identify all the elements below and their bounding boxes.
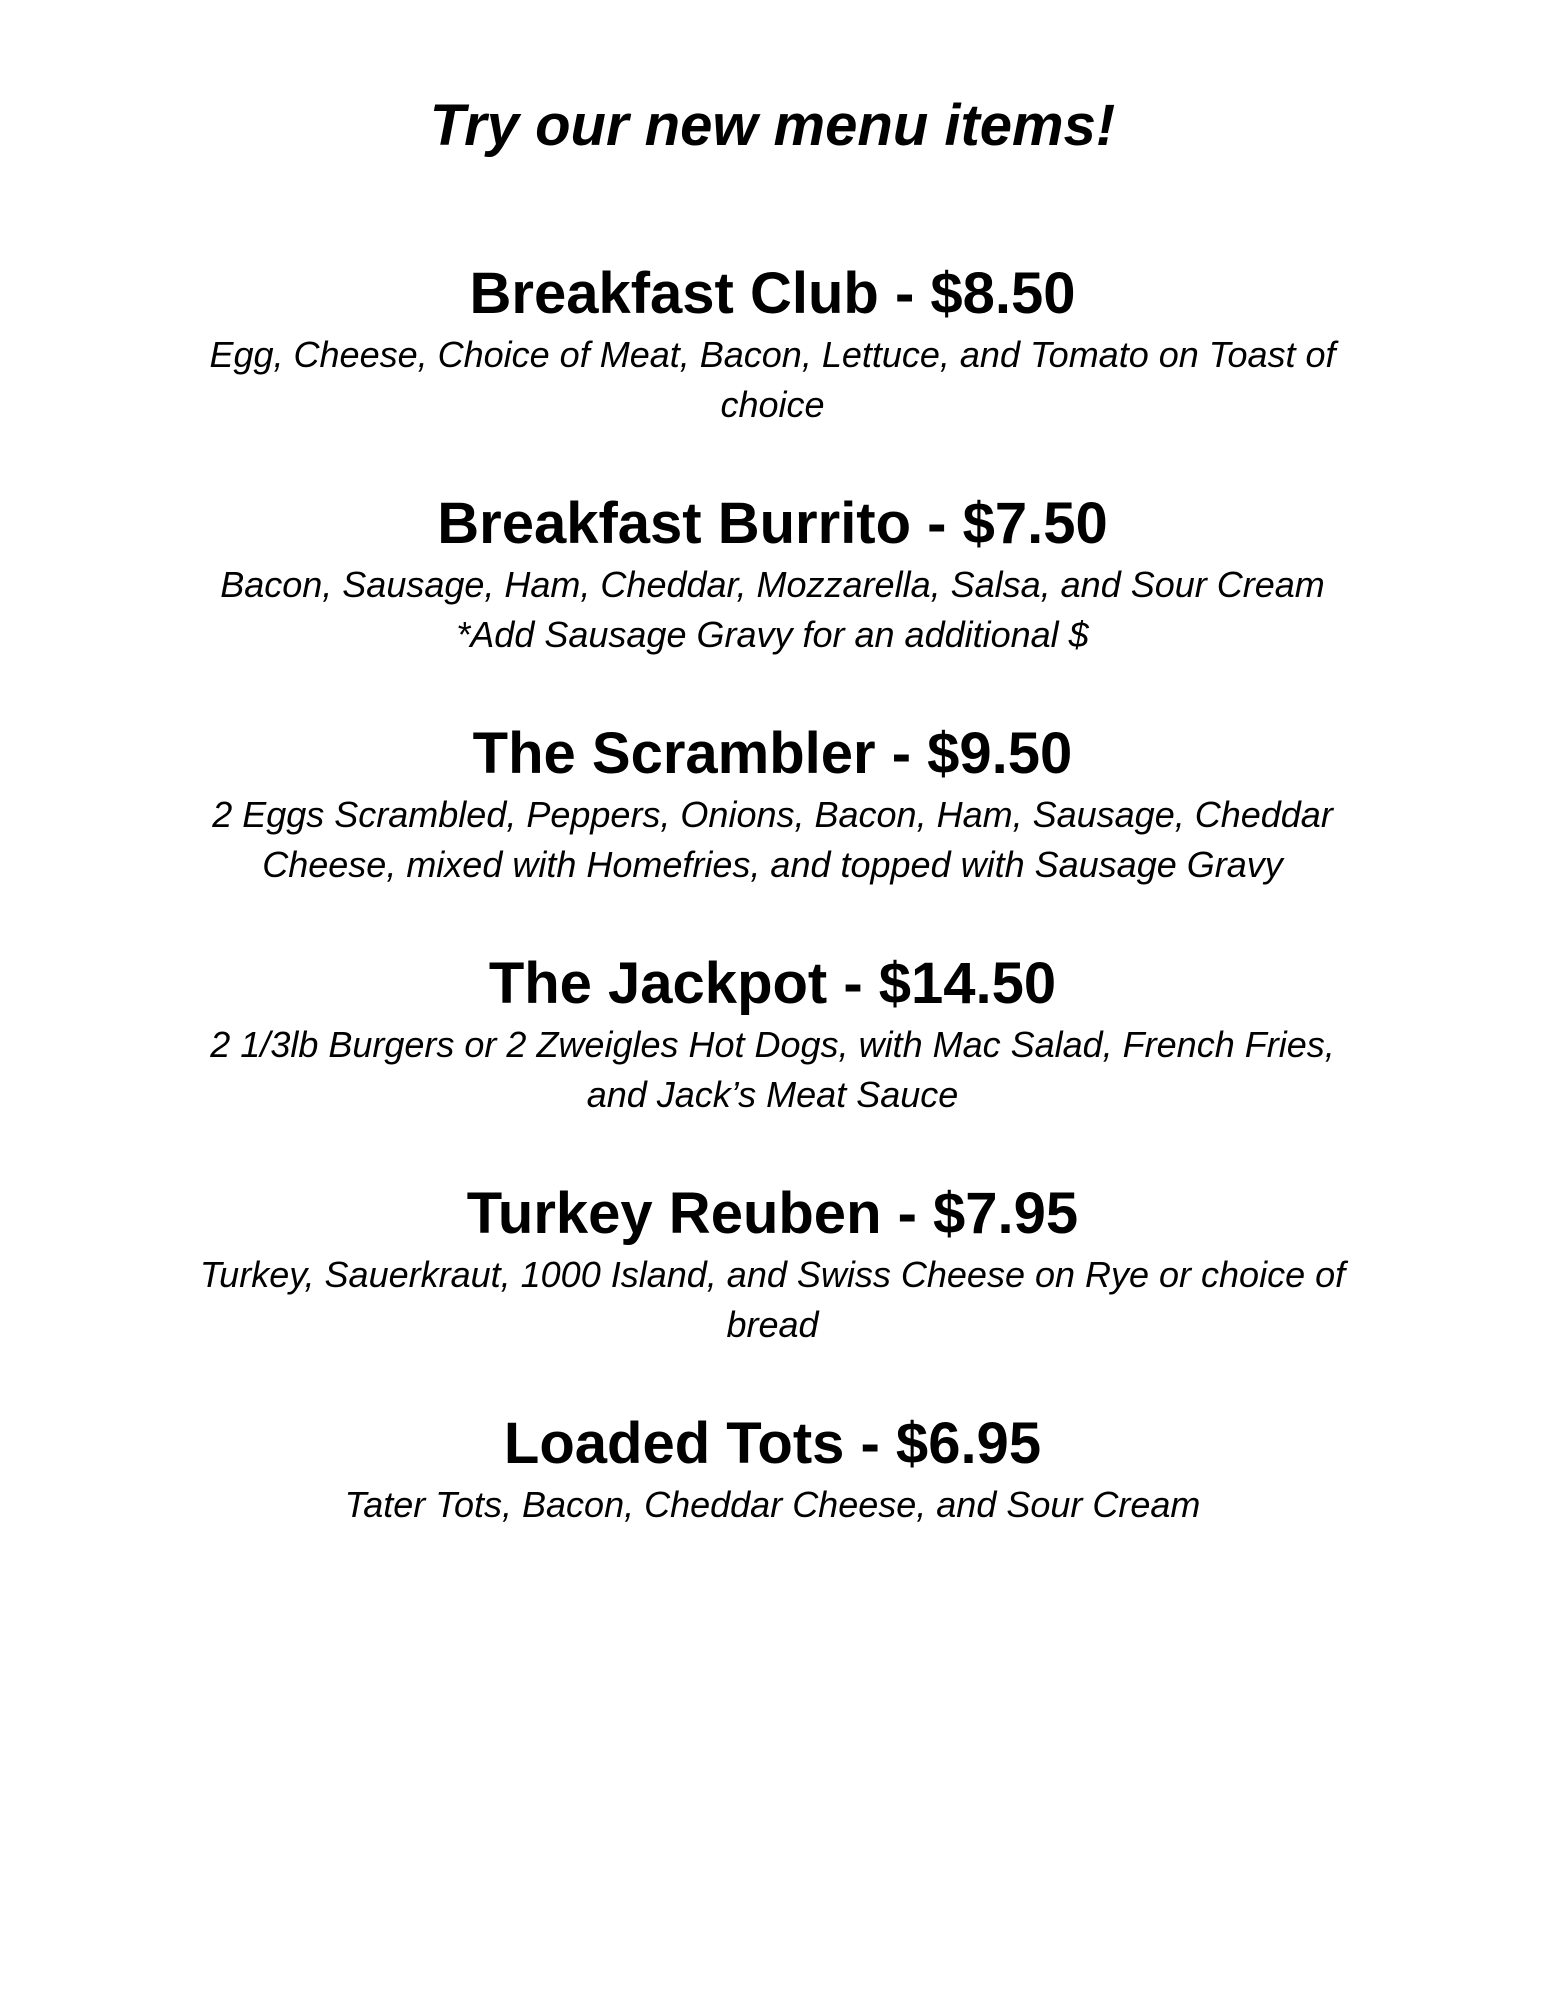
menu-item-description: Tater Tots, Bacon, Cheddar Cheese, and Sour Cream (344, 1484, 1201, 1525)
menu-item-note: *Add Sausage Gravy for an additional $ (456, 614, 1089, 655)
menu-item-title: Breakfast Burrito - $7.50 (437, 491, 1108, 556)
menu-item-title: Breakfast Club - $8.50 (469, 261, 1076, 326)
menu-item-breakfast-burrito (150, 488, 1395, 660)
menu-item-the-jackpot (150, 948, 1395, 1120)
menu-item-title: The Jackpot - $14.50 (488, 951, 1057, 1016)
menu-item-title: The Scrambler - $9.50 (472, 721, 1073, 786)
menu-item-breakfast-club (150, 258, 1395, 430)
menu-item-description: 2 Eggs Scrambled, Peppers, Onions, Bacon, Ham, Sausage, Cheddar Cheese, mixed with Homefries, and topped with Sausage Gravy (212, 794, 1333, 885)
menu-item-title: Loaded Tots - $6.95 (503, 1411, 1042, 1476)
menu-item-the-scrambler (150, 718, 1395, 890)
menu-item-loaded-tots (150, 1408, 1395, 1530)
menu-item-description: Egg, Cheese, Choice of Meat, Bacon, Lettuce, and Tomato on Toast of choice (209, 334, 1336, 425)
menu-headline: Try our new menu items! (429, 93, 1116, 158)
menu-item-description: 2 1/3lb Burgers or 2 Zweigles Hot Dogs, with Mac Salad, French Fries, and Jack’s Meat Sauce (210, 1024, 1335, 1115)
menu-item-description: Bacon, Sausage, Ham, Cheddar, Mozzarella, Salsa, and Sour Cream (220, 564, 1325, 605)
menu-item-turkey-reuben (150, 1178, 1395, 1350)
menu-item-title: Turkey Reuben - $7.95 (466, 1181, 1079, 1246)
menu-item-description: Turkey, Sauerkraut, 1000 Island, and Swiss Cheese on Rye or choice of bread (199, 1254, 1346, 1345)
